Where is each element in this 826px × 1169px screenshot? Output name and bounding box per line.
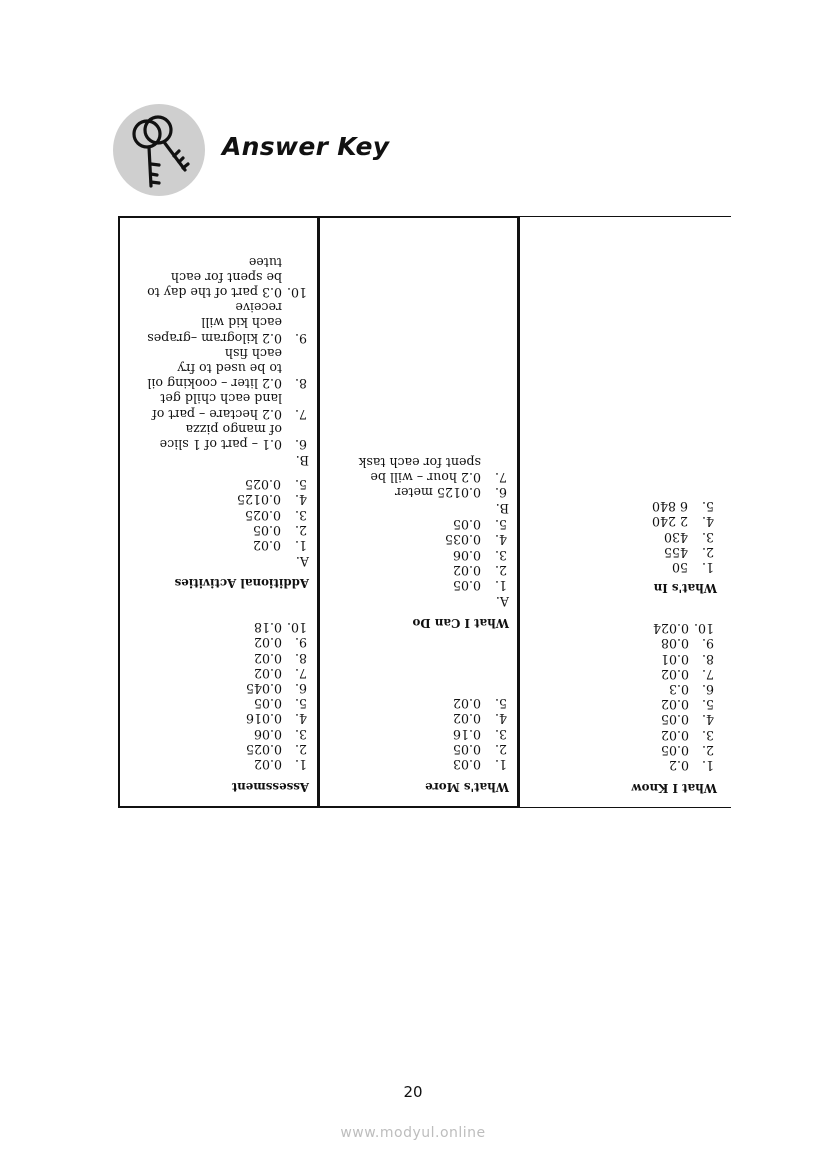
answer-number: 1. xyxy=(494,578,507,593)
answer-item xyxy=(147,346,307,392)
answer-value: 0.02 xyxy=(660,666,689,682)
answer-item xyxy=(246,666,307,681)
answer-number: 4. xyxy=(294,492,307,508)
answer-item xyxy=(453,711,507,726)
answer-number: 3. xyxy=(294,507,307,523)
answer-number: 6. xyxy=(294,437,307,452)
additional-activities-part-a-list xyxy=(237,477,307,553)
answer-number: 4. xyxy=(701,514,714,530)
additional-activities-part-b-list xyxy=(147,254,307,452)
answer-value: 2 240 xyxy=(651,514,688,530)
answer-item xyxy=(445,547,507,562)
answer-item xyxy=(246,757,307,772)
answer-number: 5. xyxy=(701,499,714,515)
answer-value: 0.02 xyxy=(253,650,282,666)
section-title-additional-activities: Additional Activities xyxy=(174,576,309,590)
what-i-can-do-part-b-list xyxy=(359,454,507,500)
answer-value: 0.06 xyxy=(452,547,481,563)
answer-number: 8. xyxy=(294,650,307,666)
answer-value: 0.06 xyxy=(253,726,282,742)
answer-item xyxy=(652,529,714,544)
answer-value: 0.025 xyxy=(244,477,281,493)
answer-number: 8. xyxy=(294,376,307,392)
keys-icon xyxy=(113,104,205,196)
answer-number: 1. xyxy=(294,538,307,553)
whats-more-list xyxy=(453,696,507,772)
answer-value: 0.2 hectare – part of land each child get xyxy=(152,391,282,422)
answer-number: 7. xyxy=(294,665,307,681)
answer-number: 10. xyxy=(693,621,714,637)
part-b-label: B. xyxy=(295,453,309,468)
answer-value: 0.0125 xyxy=(236,492,281,508)
answer-item xyxy=(453,742,507,757)
answer-value: 0.02 xyxy=(253,635,282,651)
answer-number: 10. xyxy=(286,284,307,300)
answer-item xyxy=(359,454,507,484)
page-title: Answer Key xyxy=(222,132,390,161)
answer-value: 0.025 xyxy=(245,741,282,757)
answer-item xyxy=(147,254,307,300)
answer-number: 5. xyxy=(494,696,507,712)
answer-value: 0.02 xyxy=(452,696,481,712)
answer-number: 6. xyxy=(701,681,714,697)
answer-number: 1. xyxy=(701,758,714,773)
answer-number: 5. xyxy=(294,696,307,712)
answer-item xyxy=(246,620,307,635)
answer-number: 3. xyxy=(494,726,507,742)
answer-item xyxy=(653,743,714,758)
answer-item xyxy=(445,517,507,532)
answer-value: 0.05 xyxy=(252,522,281,538)
answer-value: 0.16 xyxy=(452,726,481,742)
answer-number: 2. xyxy=(294,522,307,538)
answer-value: 0.1 – part of 1 slice of mango pizza xyxy=(159,421,282,452)
answer-value: 0.05 xyxy=(452,517,481,533)
what-i-know-list xyxy=(653,621,714,773)
answer-number: 5. xyxy=(701,697,714,713)
answer-value: 0.18 xyxy=(253,620,282,636)
answer-value: 0.2 hour – will be spent for each task xyxy=(358,454,481,485)
answer-number: 1. xyxy=(494,757,507,772)
answer-number: 3. xyxy=(701,727,714,743)
answer-item xyxy=(652,560,714,575)
answer-value: 455 xyxy=(663,544,688,560)
answer-value: 0.05 xyxy=(660,712,689,728)
watermark: www.modyul.online xyxy=(340,1125,486,1141)
answer-item xyxy=(237,538,307,553)
answer-number: 2. xyxy=(494,562,507,578)
answer-value: 0.02 xyxy=(253,665,282,681)
answer-number: 4. xyxy=(494,532,507,548)
what-i-can-do-part-a-list xyxy=(445,517,507,593)
answer-number: 4. xyxy=(294,711,307,727)
answer-item xyxy=(147,300,307,346)
answer-item xyxy=(246,726,307,741)
answer-item xyxy=(653,758,714,773)
answer-number: 6. xyxy=(494,485,507,500)
answer-number: 6. xyxy=(294,680,307,696)
answer-value: 0.035 xyxy=(444,532,481,548)
answer-value: 0.02 xyxy=(452,711,481,727)
answer-item xyxy=(445,563,507,578)
section-title-whats-in: What's In xyxy=(653,581,717,595)
answer-number: 1. xyxy=(294,757,307,772)
section-title-what-i-can-do: What I Can Do xyxy=(412,616,509,630)
answer-number: 9. xyxy=(701,636,714,652)
answer-number: 1. xyxy=(701,560,714,575)
answer-number: 2. xyxy=(701,742,714,758)
answer-number: 3. xyxy=(494,547,507,563)
answer-number: 10. xyxy=(286,620,307,636)
answer-item xyxy=(653,682,714,697)
answer-value: 0.02 xyxy=(452,562,481,578)
answer-item xyxy=(453,757,507,772)
answer-number: 8. xyxy=(701,651,714,667)
answer-item xyxy=(653,727,714,742)
section-title-what-i-know: What I Know xyxy=(631,781,717,795)
answer-item xyxy=(237,477,307,492)
answer-number: 3. xyxy=(294,726,307,742)
answer-value: 0.2 xyxy=(668,758,689,773)
answer-item xyxy=(653,651,714,666)
answer-number: 4. xyxy=(494,711,507,727)
answer-item xyxy=(246,681,307,696)
answer-value: 0.02 xyxy=(253,757,282,772)
answer-value: 0.3 part of the day to be spent for each tutee xyxy=(147,254,282,300)
answer-number: 2. xyxy=(701,544,714,560)
answer-panel-what-i-know xyxy=(518,216,731,808)
answer-value: 0.05 xyxy=(660,742,689,758)
answer-item xyxy=(237,492,307,507)
answer-item xyxy=(246,742,307,757)
answer-item xyxy=(445,578,507,593)
answer-number: 9. xyxy=(294,635,307,651)
answer-item xyxy=(147,422,307,452)
answer-value: 0.2 kilogram –grapes each kid will receive xyxy=(147,300,282,346)
answer-value: 0.045 xyxy=(245,680,282,696)
answer-value: 0.02 xyxy=(660,727,689,743)
part-a-label: A. xyxy=(495,594,509,609)
answer-number: 4. xyxy=(701,712,714,728)
answer-item xyxy=(652,545,714,560)
answer-number: 7. xyxy=(294,406,307,422)
answer-item xyxy=(359,485,507,500)
answer-value: 0.024 xyxy=(652,621,689,637)
answer-item xyxy=(453,696,507,711)
section-title-whats-more: What's More xyxy=(425,780,509,794)
answer-number: 5. xyxy=(294,477,307,493)
answer-value: 0.05 xyxy=(452,578,481,593)
part-b-label: B. xyxy=(495,501,509,516)
answer-value: 0.02 xyxy=(660,697,689,713)
answer-value: 0.0125 meter xyxy=(395,485,481,500)
answer-item xyxy=(653,667,714,682)
answer-value: 0.08 xyxy=(660,636,689,652)
part-a-label: A. xyxy=(295,554,309,569)
answer-item xyxy=(453,726,507,741)
answer-item xyxy=(246,696,307,711)
answer-value: 0.025 xyxy=(244,507,281,523)
answer-value: 50 xyxy=(671,560,688,575)
answer-item xyxy=(237,523,307,538)
answer-panel-assessment xyxy=(118,216,319,808)
answer-item xyxy=(237,507,307,522)
keys-badge xyxy=(113,104,205,196)
answer-value: 0.3 xyxy=(668,681,689,697)
answer-value: 6 840 xyxy=(651,499,688,515)
answer-number: 2. xyxy=(494,741,507,757)
answer-number: 2. xyxy=(294,741,307,757)
answer-panel-whats-more xyxy=(318,216,519,808)
section-title-assessment: Assessment xyxy=(231,780,309,794)
answer-item xyxy=(246,711,307,726)
assessment-list xyxy=(246,620,307,772)
answer-value: 430 xyxy=(663,529,688,545)
answer-number: 9. xyxy=(294,330,307,346)
answer-value: 0.02 xyxy=(252,538,281,553)
answer-value: 0.05 xyxy=(253,696,282,712)
answer-item xyxy=(147,391,307,421)
answer-value: 0.03 xyxy=(452,757,481,772)
whats-in-list xyxy=(652,499,714,575)
answer-item xyxy=(445,532,507,547)
answer-number: 7. xyxy=(701,666,714,682)
answer-number: 3. xyxy=(701,529,714,545)
answer-item xyxy=(652,499,714,514)
answer-value: 0.2 liter – cooking oil to be used to fry each fish xyxy=(147,345,282,392)
page-number: 20 xyxy=(403,1083,423,1101)
answer-number: 5. xyxy=(494,517,507,533)
answer-item xyxy=(653,697,714,712)
answer-item xyxy=(246,635,307,650)
answer-value: 0.05 xyxy=(452,741,481,757)
answer-item xyxy=(653,712,714,727)
answer-item xyxy=(652,514,714,529)
answer-item xyxy=(653,636,714,651)
answer-number: 7. xyxy=(494,469,507,485)
answer-value: 0.01 xyxy=(660,651,689,667)
answer-value: 0.016 xyxy=(245,711,282,727)
answer-item xyxy=(653,621,714,636)
answer-item xyxy=(246,650,307,665)
